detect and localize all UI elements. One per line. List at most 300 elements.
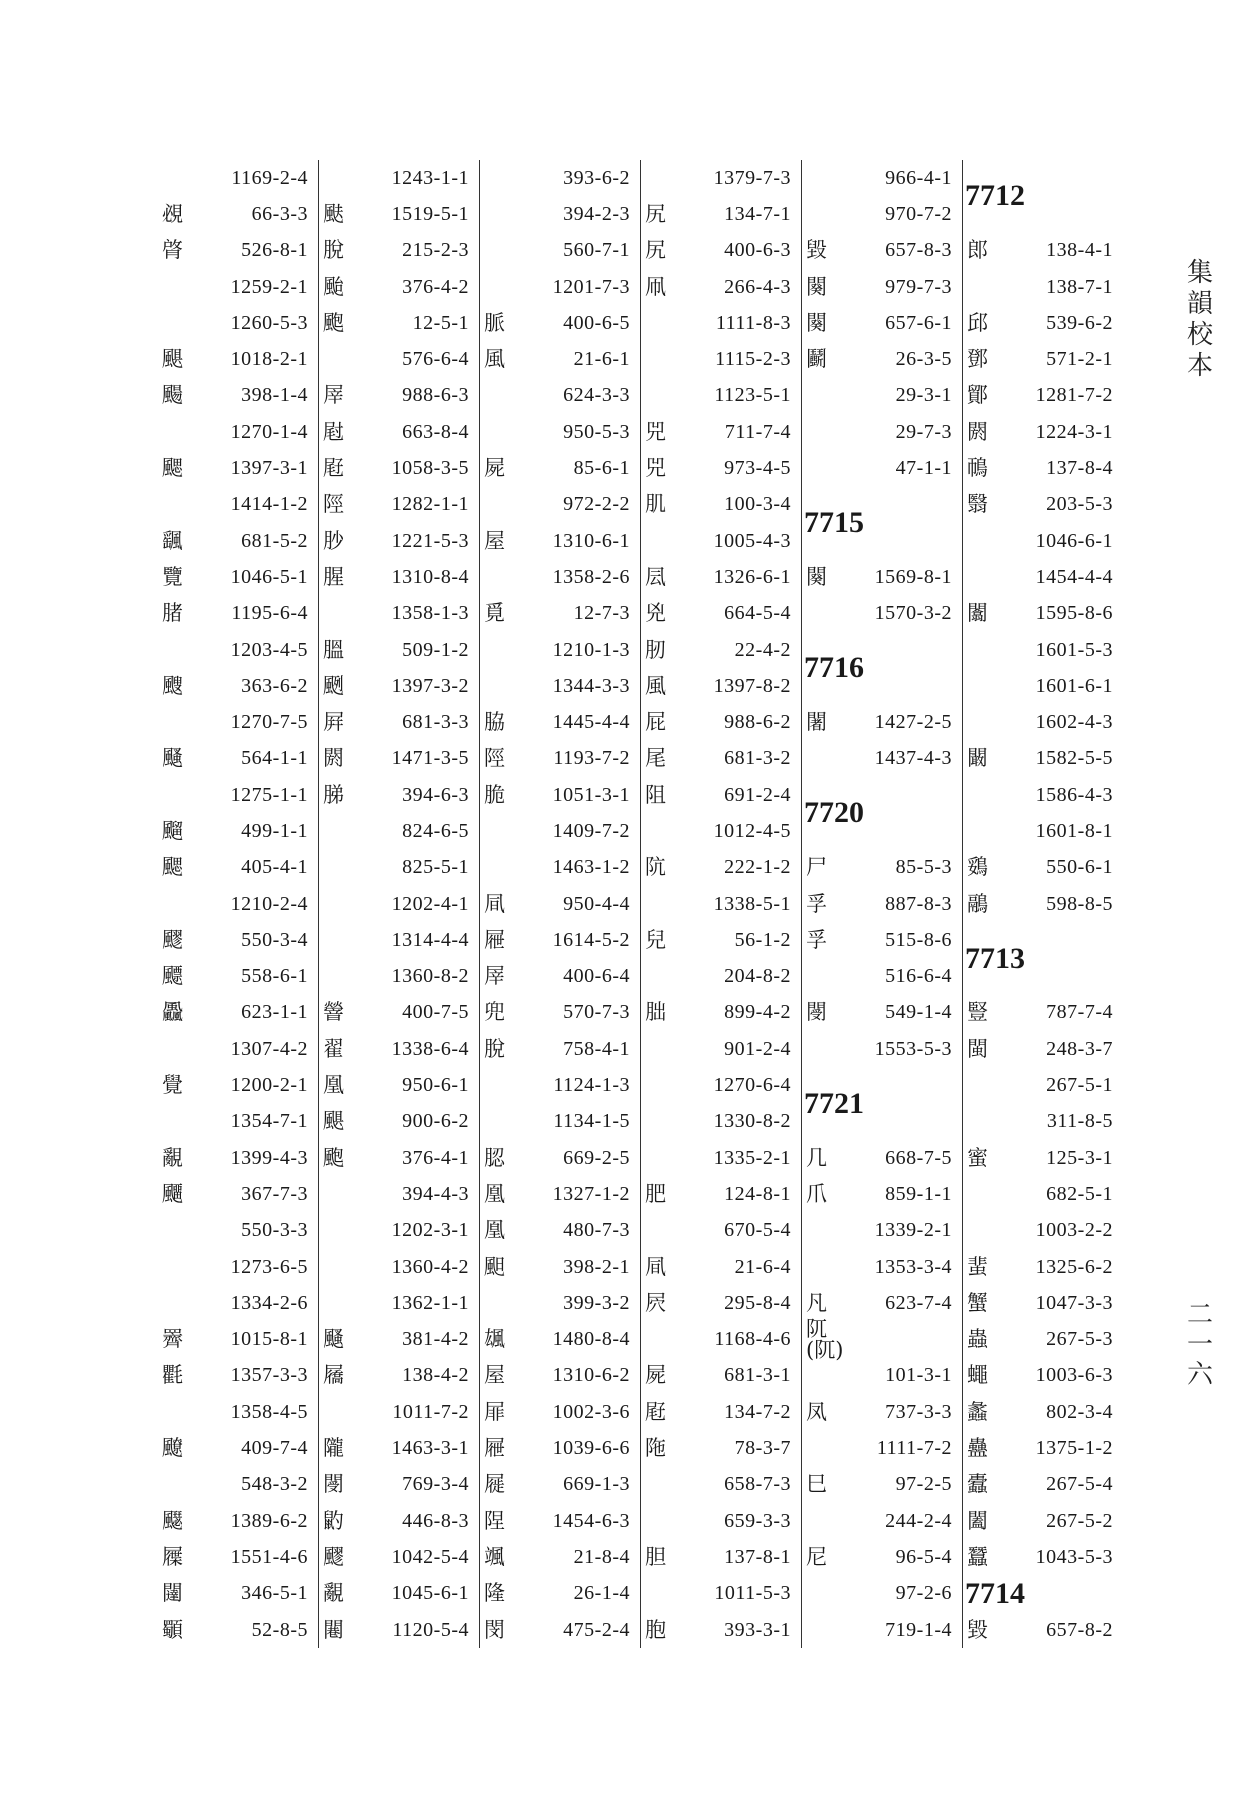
index-entry xyxy=(641,523,801,559)
index-entry xyxy=(480,777,640,813)
entry-character: 屋 xyxy=(484,528,505,553)
index-entry xyxy=(480,886,640,922)
index-entry xyxy=(319,160,479,196)
entry-character: 巳 xyxy=(806,1472,827,1497)
entry-character: 飅 xyxy=(162,1181,183,1206)
index-entry xyxy=(963,450,1123,486)
entry-reference: 824-6-5 xyxy=(402,819,469,842)
index-entry xyxy=(963,559,1123,595)
entry-character: 屛 xyxy=(323,710,344,735)
entry-reference: 670-5-4 xyxy=(724,1219,791,1242)
index-entry xyxy=(480,1104,640,1140)
entry-reference: 1273-6-5 xyxy=(230,1255,308,1278)
index-entry xyxy=(641,1612,801,1648)
entry-reference: 1047-3-3 xyxy=(1035,1291,1113,1314)
entry-character: 颻 xyxy=(162,528,183,553)
entry-character: 颫 xyxy=(323,201,344,226)
index-entry xyxy=(802,269,962,305)
index-entry xyxy=(802,886,962,922)
entry-character: 蠡 xyxy=(967,1399,988,1424)
entry-reference: 560-7-1 xyxy=(563,239,630,262)
entry-character: 肌 xyxy=(645,492,666,517)
index-entry xyxy=(963,1358,1123,1394)
index-entry xyxy=(802,559,962,595)
entry-reference: 480-7-3 xyxy=(563,1219,630,1242)
entry-reference: 988-6-2 xyxy=(724,711,791,734)
index-entry xyxy=(963,269,1123,305)
entry-character: 屋 xyxy=(484,1363,505,1388)
index-entry xyxy=(480,160,640,196)
entry-character: 蜚 xyxy=(967,1254,988,1279)
entry-character: 屘 xyxy=(323,456,344,481)
entry-reference: 1601-8-1 xyxy=(1035,819,1113,842)
entry-character: 胞 xyxy=(645,1617,666,1642)
entry-reference: 564-1-1 xyxy=(241,747,308,770)
entry-character: 孚 xyxy=(806,891,827,916)
entry-reference: 1358-4-5 xyxy=(230,1400,308,1423)
index-entry xyxy=(480,1176,640,1212)
index-entry xyxy=(480,1322,640,1358)
entry-character: 屍 xyxy=(484,456,505,481)
index-entry xyxy=(158,487,318,523)
entry-character: 䫺 xyxy=(484,1327,505,1352)
entry-character: 隆 xyxy=(484,1581,505,1606)
index-entry xyxy=(802,1539,962,1575)
entry-reference: 576-6-4 xyxy=(402,348,469,371)
entry-character: 飀 xyxy=(162,818,183,843)
entry-reference: 657-8-2 xyxy=(1046,1618,1113,1641)
index-entry xyxy=(319,1576,479,1612)
entry-reference: 346-5-1 xyxy=(241,1582,308,1605)
index-entry xyxy=(963,777,1123,813)
entry-reference: 267-5-2 xyxy=(1046,1509,1113,1532)
index-entry xyxy=(641,1322,801,1358)
index-entry xyxy=(641,305,801,341)
index-entry xyxy=(641,1213,801,1249)
index-entry xyxy=(641,1140,801,1176)
entry-character: 闥 xyxy=(162,1581,183,1606)
index-entry xyxy=(158,1503,318,1539)
entry-character: 颶 xyxy=(323,1109,344,1134)
entry-reference: 137-8-1 xyxy=(724,1545,791,1568)
entry-reference: 979-7-3 xyxy=(885,275,952,298)
index-entry xyxy=(319,1467,479,1503)
index-entry xyxy=(158,1176,318,1212)
entry-reference: 1437-4-3 xyxy=(874,747,952,770)
entry-reference: 950-6-1 xyxy=(402,1074,469,1097)
index-entry xyxy=(319,1249,479,1285)
entry-reference: 950-4-4 xyxy=(563,892,630,915)
index-entry xyxy=(641,813,801,849)
entry-character: 颮 xyxy=(323,1145,344,1170)
entry-reference: 1595-8-6 xyxy=(1035,602,1113,625)
index-entry xyxy=(480,523,640,559)
entry-reference: 1210-2-4 xyxy=(230,892,308,915)
entry-reference: 1169-2-4 xyxy=(231,166,308,189)
entry-reference: 1454-4-4 xyxy=(1035,565,1113,588)
section-heading xyxy=(802,487,962,560)
entry-reference: 1111-7-2 xyxy=(876,1437,952,1460)
index-entry xyxy=(319,741,479,777)
index-entry xyxy=(963,1285,1123,1321)
entry-character: 覶 xyxy=(162,1145,183,1170)
index-entry xyxy=(480,1249,640,1285)
entry-reference: 1314-4-4 xyxy=(391,928,469,951)
index-entry xyxy=(641,886,801,922)
index-entry xyxy=(963,523,1123,559)
index-entry xyxy=(802,1503,962,1539)
entry-reference: 1338-6-4 xyxy=(391,1037,469,1060)
entry-reference: 691-2-4 xyxy=(724,783,791,806)
entry-reference: 215-2-3 xyxy=(402,239,469,262)
index-entry xyxy=(802,305,962,341)
entry-reference: 1046-5-1 xyxy=(230,565,308,588)
entry-reference: 887-8-3 xyxy=(885,892,952,915)
index-entry xyxy=(319,233,479,269)
entry-character: 凡 xyxy=(806,1290,827,1315)
index-entry xyxy=(641,1176,801,1212)
index-entry xyxy=(158,596,318,632)
entry-character: 尾 xyxy=(645,746,666,771)
index-entry xyxy=(319,632,479,668)
entry-reference: 295-8-4 xyxy=(724,1291,791,1314)
entry-character: 兕 xyxy=(645,419,666,444)
entry-reference: 398-2-1 xyxy=(563,1255,630,1278)
entry-reference: 446-8-3 xyxy=(402,1509,469,1532)
entry-reference: 97-2-5 xyxy=(895,1473,952,1496)
entry-reference: 1281-7-2 xyxy=(1035,384,1113,407)
entry-character: 陘 xyxy=(323,492,344,517)
entry-reference: 1270-7-5 xyxy=(230,711,308,734)
entry-character: 覓 xyxy=(484,601,505,626)
entry-reference: 138-4-2 xyxy=(402,1364,469,1387)
entry-reference: 1115-2-3 xyxy=(715,348,791,371)
entry-reference: 1270-1-4 xyxy=(230,420,308,443)
index-entry xyxy=(480,450,640,486)
entry-reference: 1397-3-1 xyxy=(230,457,308,480)
entry-character: 毀 xyxy=(967,1617,988,1642)
index-entry xyxy=(319,378,479,414)
index-entry xyxy=(158,959,318,995)
entry-reference: 1427-2-5 xyxy=(874,711,952,734)
index-entry xyxy=(480,1213,640,1249)
index-entry xyxy=(158,741,318,777)
index-entry xyxy=(641,341,801,377)
index-entry xyxy=(641,233,801,269)
index-entry xyxy=(963,1503,1123,1539)
index-entry xyxy=(480,233,640,269)
index-entry xyxy=(963,487,1123,523)
entry-character: 脫 xyxy=(323,238,344,263)
entry-reference: 1463-1-2 xyxy=(552,856,630,879)
entry-character: 鵎 xyxy=(967,855,988,880)
entry-character: 朏 xyxy=(645,1000,666,1025)
index-entry xyxy=(158,1576,318,1612)
entry-reference: 825-5-1 xyxy=(402,856,469,879)
entry-reference: 21-6-1 xyxy=(573,348,630,371)
entry-reference: 400-6-5 xyxy=(563,311,630,334)
entry-reference: 737-3-3 xyxy=(885,1400,952,1423)
index-entry xyxy=(963,341,1123,377)
entry-character: 鄮 xyxy=(967,383,988,408)
index-entry xyxy=(480,559,640,595)
index-entry xyxy=(641,668,801,704)
entry-reference: 1260-5-3 xyxy=(230,311,308,334)
index-entry xyxy=(158,305,318,341)
index-entry xyxy=(802,378,962,414)
entry-reference: 1358-2-6 xyxy=(552,565,630,588)
entry-character: 風 xyxy=(645,673,666,698)
index-entry xyxy=(641,596,801,632)
entry-reference: 1570-3-2 xyxy=(874,602,952,625)
index-column xyxy=(963,160,1123,1648)
entry-reference: 101-3-1 xyxy=(885,1364,952,1387)
entry-character: 颾 xyxy=(162,746,183,771)
entry-character: 䏿 xyxy=(162,238,183,263)
entry-character: 屩 xyxy=(323,1363,344,1388)
entry-reference: 1399-4-3 xyxy=(230,1146,308,1169)
index-columns xyxy=(158,160,1123,1648)
index-entry xyxy=(641,995,801,1031)
index-column xyxy=(480,160,641,1648)
entry-character: 䫳 xyxy=(162,1617,183,1642)
index-entry xyxy=(158,523,318,559)
title-char: 校 xyxy=(1186,320,1213,350)
index-entry xyxy=(158,1358,318,1394)
entry-reference: 203-5-3 xyxy=(1046,493,1113,516)
index-entry xyxy=(641,1503,801,1539)
entry-reference: 1389-6-2 xyxy=(230,1509,308,1532)
index-entry xyxy=(319,959,479,995)
entry-reference: 12-5-1 xyxy=(412,311,469,334)
entry-character: 䫻 xyxy=(484,1254,505,1279)
entry-reference: 859-1-1 xyxy=(885,1182,952,1205)
index-entry xyxy=(641,1249,801,1285)
entry-reference: 1344-3-3 xyxy=(552,674,630,697)
entry-character: 毀 xyxy=(806,238,827,263)
entry-character: 蟹 xyxy=(967,1290,988,1315)
index-entry xyxy=(641,959,801,995)
entry-reference: 1124-1-3 xyxy=(553,1074,630,1097)
section-heading xyxy=(963,1576,1123,1612)
entry-reference: 1042-5-4 xyxy=(391,1545,469,1568)
entry-character: 颶 xyxy=(162,347,183,372)
entry-reference: 400-7-5 xyxy=(402,1001,469,1024)
index-entry xyxy=(963,1612,1123,1648)
entry-reference: 267-5-1 xyxy=(1046,1074,1113,1097)
entry-reference: 769-3-4 xyxy=(402,1473,469,1496)
index-entry xyxy=(802,1140,962,1176)
entry-reference: 85-6-1 xyxy=(573,457,630,480)
index-column xyxy=(641,160,802,1648)
index-entry xyxy=(963,741,1123,777)
entry-reference: 1551-4-6 xyxy=(230,1545,308,1568)
entry-reference: 1445-4-4 xyxy=(552,711,630,734)
entry-character: 屜 xyxy=(484,1436,505,1461)
entry-character: 颮 xyxy=(323,310,344,335)
entry-reference: 669-2-5 xyxy=(563,1146,630,1169)
entry-character: 凤 xyxy=(806,1399,827,1424)
entry-reference: 550-3-3 xyxy=(241,1219,308,1242)
entry-character: 爪 xyxy=(806,1181,827,1206)
index-entry xyxy=(158,1249,318,1285)
index-entry xyxy=(480,1612,640,1648)
index-entry xyxy=(802,414,962,450)
entry-reference: 1003-2-2 xyxy=(1035,1219,1113,1242)
entry-character: 鳾 xyxy=(967,456,988,481)
index-entry xyxy=(319,450,479,486)
entry-reference: 1397-3-2 xyxy=(391,674,469,697)
index-entry xyxy=(802,1467,962,1503)
index-entry xyxy=(319,1430,479,1466)
index-entry xyxy=(480,922,640,958)
index-entry xyxy=(319,704,479,740)
entry-reference: 1360-4-2 xyxy=(391,1255,469,1278)
entry-reference: 1325-6-2 xyxy=(1035,1255,1113,1278)
entry-character: 閔 xyxy=(484,1617,505,1642)
index-entry xyxy=(158,1140,318,1176)
index-entry xyxy=(480,1430,640,1466)
index-entry xyxy=(802,450,962,486)
entry-character: 閩 xyxy=(967,1036,988,1061)
entry-character: 屖 xyxy=(323,383,344,408)
entry-reference: 669-1-3 xyxy=(563,1473,630,1496)
entry-character: 䏚 xyxy=(323,528,344,553)
entry-character: 豎 xyxy=(967,1000,988,1025)
index-entry xyxy=(963,233,1123,269)
entry-reference: 1310-8-4 xyxy=(391,565,469,588)
entry-reference: 97-2-6 xyxy=(895,1582,952,1605)
entry-reference: 1519-5-1 xyxy=(391,202,469,225)
title-char: 本 xyxy=(1186,351,1213,381)
entry-character: 蠹 xyxy=(967,1472,988,1497)
entry-reference: 1046-6-1 xyxy=(1035,529,1113,552)
section-heading xyxy=(802,632,962,705)
index-entry xyxy=(319,1322,479,1358)
entry-character: 腥 xyxy=(323,564,344,589)
index-entry xyxy=(802,704,962,740)
entry-reference: 12-7-3 xyxy=(573,602,630,625)
index-entry xyxy=(802,1430,962,1466)
entry-reference: 1275-1-1 xyxy=(230,783,308,806)
entry-character: 兜 xyxy=(484,1000,505,1025)
index-entry xyxy=(641,1104,801,1140)
index-entry xyxy=(641,1394,801,1430)
entry-reference: 1454-6-3 xyxy=(552,1509,630,1532)
index-entry xyxy=(158,450,318,486)
index-entry xyxy=(158,777,318,813)
index-entry xyxy=(480,341,640,377)
entry-character: 颯 xyxy=(484,1544,505,1569)
index-entry xyxy=(480,959,640,995)
entry-reference: 571-2-1 xyxy=(1046,348,1113,371)
entry-reference: 393-3-1 xyxy=(724,1618,791,1641)
section-heading xyxy=(963,160,1123,233)
entry-character: 飃 xyxy=(162,964,183,989)
entry-reference: 1480-8-4 xyxy=(552,1328,630,1351)
index-entry xyxy=(158,233,318,269)
index-entry xyxy=(963,1031,1123,1067)
index-entry xyxy=(319,995,479,1031)
entry-reference: 1586-4-3 xyxy=(1035,783,1113,806)
entry-reference: 624-3-3 xyxy=(563,384,630,407)
entry-reference: 1339-2-1 xyxy=(874,1219,952,1242)
entry-reference: 125-3-1 xyxy=(1046,1146,1113,1169)
entry-reference: 558-6-1 xyxy=(241,965,308,988)
index-entry xyxy=(158,668,318,704)
entry-character: 屣 xyxy=(484,1472,505,1497)
index-entry xyxy=(319,1394,479,1430)
entry-reference: 1011-7-2 xyxy=(392,1400,469,1423)
entry-reference: 509-1-2 xyxy=(402,638,469,661)
index-entry xyxy=(319,487,479,523)
index-entry xyxy=(480,995,640,1031)
entry-reference: 664-5-4 xyxy=(724,602,791,625)
entry-character: 颺 xyxy=(162,383,183,408)
entry-reference: 539-6-2 xyxy=(1046,311,1113,334)
entry-reference: 1334-2-6 xyxy=(230,1291,308,1314)
entry-reference: 623-1-1 xyxy=(241,1001,308,1024)
index-entry xyxy=(641,559,801,595)
index-entry xyxy=(158,1430,318,1466)
entry-reference: 711-7-4 xyxy=(724,420,791,443)
index-entry xyxy=(158,1322,318,1358)
entry-reference: 1338-5-1 xyxy=(713,892,791,915)
index-entry xyxy=(319,1612,479,1648)
entry-reference: 548-3-2 xyxy=(241,1473,308,1496)
entry-reference: 550-3-4 xyxy=(241,928,308,951)
entry-reference: 900-6-2 xyxy=(402,1110,469,1133)
entry-character: 凨 xyxy=(645,564,666,589)
entry-reference: 526-8-1 xyxy=(241,239,308,262)
index-entry xyxy=(480,414,640,450)
entry-character: 闋 xyxy=(806,564,827,589)
entry-reference: 549-1-4 xyxy=(885,1001,952,1024)
entry-character: 尸 xyxy=(806,855,827,880)
index-entry xyxy=(802,196,962,232)
entry-character: 䶂 xyxy=(323,1508,344,1533)
entry-reference: 1569-8-1 xyxy=(874,565,952,588)
index-entry xyxy=(641,1576,801,1612)
index-entry xyxy=(319,668,479,704)
index-entry xyxy=(319,305,479,341)
entry-reference: 1168-4-6 xyxy=(714,1328,791,1351)
index-entry xyxy=(963,886,1123,922)
entry-reference: 409-7-4 xyxy=(241,1437,308,1460)
entry-reference: 78-3-7 xyxy=(734,1437,791,1460)
entry-reference: 657-6-1 xyxy=(885,311,952,334)
entry-reference: 1259-2-1 xyxy=(230,275,308,298)
title-char: 韻 xyxy=(1186,289,1213,319)
index-entry xyxy=(963,813,1123,849)
entry-reference: 668-7-5 xyxy=(885,1146,952,1169)
index-entry xyxy=(963,995,1123,1031)
index-entry xyxy=(158,1031,318,1067)
entry-reference: 400-6-4 xyxy=(563,965,630,988)
index-entry xyxy=(480,632,640,668)
index-entry xyxy=(802,959,962,995)
index-entry xyxy=(641,160,801,196)
entry-reference: 244-2-4 xyxy=(885,1509,952,1532)
entry-reference: 267-5-4 xyxy=(1046,1473,1113,1496)
index-entry xyxy=(802,1394,962,1430)
entry-reference: 393-6-2 xyxy=(563,166,630,189)
entry-character: 䐗 xyxy=(162,601,183,626)
entry-character: 兇 xyxy=(645,601,666,626)
entry-reference: 1397-8-2 xyxy=(713,674,791,697)
entry-character: 陁 xyxy=(645,1436,666,1461)
index-entry xyxy=(963,1322,1123,1358)
